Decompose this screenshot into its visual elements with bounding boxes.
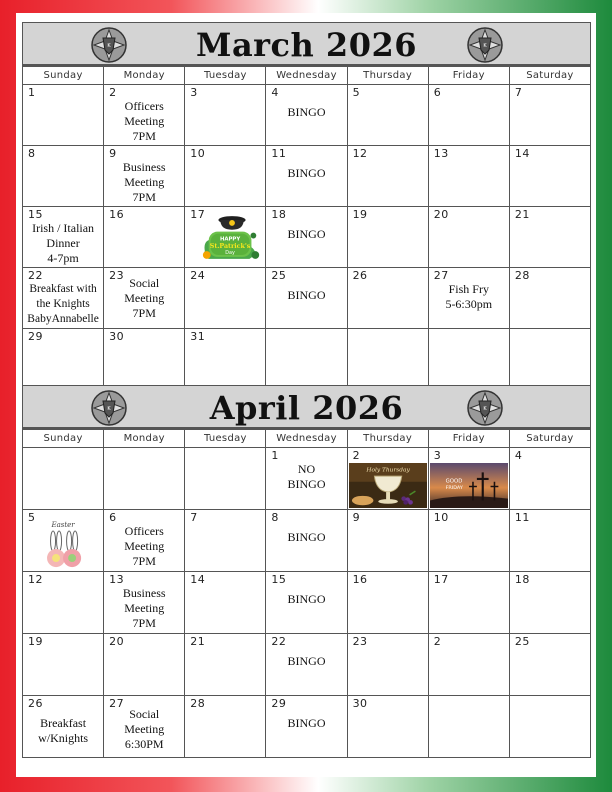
day-number: 9: [352, 511, 361, 524]
day-cell[interactable]: [266, 146, 347, 207]
svg-text:St.Patrick's: St.Patrick's: [210, 243, 251, 251]
svg-text:Holy Thursday: Holy Thursday: [365, 467, 410, 474]
day-cell: [428, 329, 509, 390]
day-cell[interactable]: [428, 268, 509, 329]
event-officers-meeting: Officers Meeting 7PM: [124, 524, 165, 568]
day-cell[interactable]: [509, 146, 590, 207]
week-row: [23, 634, 591, 696]
knights-of-columbus-emblem-icon: [465, 389, 505, 427]
day-cell[interactable]: [23, 85, 104, 146]
month-title: April 2026: [209, 389, 404, 427]
day-number: 6: [109, 511, 117, 524]
day-cell[interactable]: [185, 634, 266, 696]
day-number: 17: [190, 208, 206, 221]
week-row: [23, 207, 591, 268]
weekday-label: Sunday: [23, 67, 104, 85]
svg-text:GOOD: GOOD: [445, 478, 463, 485]
event-bingo: BINGO: [287, 716, 326, 730]
day-number: 11: [271, 147, 287, 160]
day-number: 15: [28, 208, 43, 221]
day-number: 13: [433, 147, 449, 160]
weekday-label: Wednesday: [266, 430, 347, 448]
day-cell[interactable]: [104, 634, 185, 696]
day-cell[interactable]: [428, 634, 509, 696]
day-cell[interactable]: [23, 146, 104, 207]
weekday-label: Tuesday: [185, 67, 266, 85]
day-number: 25: [514, 635, 530, 648]
weekday-label: Monday: [104, 67, 185, 85]
day-number: 27: [433, 269, 449, 282]
month-title: March 2026: [196, 26, 417, 64]
day-cell[interactable]: [104, 268, 185, 329]
march-calendar: [22, 22, 591, 390]
weekday-label: Thursday: [347, 430, 428, 448]
day-number: 8: [271, 511, 279, 524]
day-cell[interactable]: [509, 85, 590, 146]
day-cell[interactable]: [23, 572, 104, 634]
calendar-grid: [22, 66, 591, 390]
event-business-meeting: Business Meeting 7PM: [122, 160, 166, 204]
day-number: 7: [190, 511, 198, 524]
event-bingo: BINGO: [287, 227, 326, 241]
day-cell[interactable]: [104, 510, 185, 572]
day-number: 26: [28, 697, 43, 710]
day-cell: [104, 448, 185, 510]
good-friday-image: [430, 463, 508, 508]
svg-text:K: K: [483, 43, 487, 49]
day-cell[interactable]: [266, 634, 347, 696]
day-cell: [185, 448, 266, 510]
day-cell[interactable]: [266, 510, 347, 572]
event-bingo: BINGO: [287, 288, 326, 302]
day-number: 21: [514, 208, 530, 221]
week-row: [23, 85, 591, 146]
day-number: 27: [109, 697, 125, 710]
day-number: 26: [352, 269, 368, 282]
knights-of-columbus-emblem-icon: [465, 26, 505, 64]
day-cell[interactable]: [185, 146, 266, 207]
event-business-meeting: Business Meeting 7PM: [122, 586, 166, 630]
day-number: 12: [28, 573, 43, 586]
day-cell: [23, 448, 104, 510]
day-number: 16: [109, 208, 125, 221]
event-fish-fry: Fish Fry 5-6:30pm: [445, 282, 493, 311]
event-bingo: BINGO: [287, 105, 326, 119]
day-number: 4: [514, 449, 523, 462]
day-cell[interactable]: [185, 329, 266, 390]
month-banner: [22, 385, 591, 429]
week-row: [23, 510, 591, 572]
day-cell: [509, 329, 590, 390]
day-number: 1: [28, 86, 36, 99]
day-cell[interactable]: [266, 268, 347, 329]
day-number: 24: [190, 269, 206, 282]
event-social-meeting: Social Meeting 6:30PM: [124, 707, 165, 751]
day-cell: [347, 329, 428, 390]
day-number: 2: [352, 449, 361, 462]
day-cell[interactable]: [347, 572, 428, 634]
day-cell[interactable]: [23, 510, 104, 572]
day-number: 22: [271, 635, 287, 648]
day-cell[interactable]: [347, 448, 428, 510]
day-number: 14: [514, 147, 530, 160]
day-number: 18: [271, 208, 287, 221]
day-number: 28: [190, 697, 206, 710]
day-cell[interactable]: [23, 268, 104, 329]
day-number: 30: [352, 697, 368, 710]
day-number: 3: [190, 86, 198, 99]
day-number: 28: [514, 269, 530, 282]
day-number: 10: [433, 511, 449, 524]
day-cell[interactable]: [104, 329, 185, 390]
day-cell[interactable]: [185, 510, 266, 572]
day-number: 29: [271, 697, 287, 710]
april-calendar: [22, 385, 591, 758]
day-cell[interactable]: [347, 634, 428, 696]
weekday-label: Friday: [428, 67, 509, 85]
day-number: 5: [28, 511, 36, 524]
svg-text:K: K: [107, 406, 111, 412]
day-cell[interactable]: [266, 448, 347, 510]
day-number: 7: [514, 86, 523, 99]
weekday-label: Saturday: [509, 67, 590, 85]
day-cell[interactable]: [185, 207, 266, 268]
day-cell[interactable]: [23, 696, 104, 758]
svg-text:Easter: Easter: [51, 519, 75, 529]
day-cell[interactable]: [347, 696, 428, 758]
day-cell[interactable]: [104, 146, 185, 207]
day-cell[interactable]: [185, 268, 266, 329]
day-cell[interactable]: [104, 696, 185, 758]
day-number: 23: [109, 269, 125, 282]
day-cell[interactable]: [428, 510, 509, 572]
event-officers-meeting: Officers Meeting 7PM: [124, 99, 165, 143]
weekday-label: Friday: [428, 430, 509, 448]
week-row: [23, 448, 591, 510]
week-row: [23, 572, 591, 634]
day-cell[interactable]: [266, 85, 347, 146]
day-cell: [428, 696, 509, 758]
day-cell[interactable]: [509, 207, 590, 268]
day-cell[interactable]: [23, 207, 104, 268]
day-cell[interactable]: [104, 85, 185, 146]
day-number: 29: [28, 330, 43, 343]
day-cell[interactable]: [347, 207, 428, 268]
day-number: 21: [190, 635, 206, 648]
day-cell[interactable]: [104, 207, 185, 268]
day-number: 16: [352, 573, 368, 586]
day-cell[interactable]: [23, 634, 104, 696]
weekday-label: Tuesday: [185, 430, 266, 448]
day-cell[interactable]: [266, 572, 347, 634]
month-banner: [22, 22, 591, 66]
day-cell[interactable]: [23, 329, 104, 390]
event-social-meeting: Social Meeting 7PM: [124, 276, 165, 320]
svg-text:Day: Day: [225, 250, 236, 257]
easter-bunnies-image: [35, 512, 91, 570]
week-row: [23, 268, 591, 329]
day-cell[interactable]: [347, 85, 428, 146]
day-number: 22: [28, 269, 43, 282]
day-cell[interactable]: [509, 268, 590, 329]
day-number: 4: [271, 86, 279, 99]
day-cell[interactable]: [185, 696, 266, 758]
weekday-label: Wednesday: [266, 67, 347, 85]
day-cell[interactable]: [428, 448, 509, 510]
day-number: 5: [352, 86, 361, 99]
weekday-label: Thursday: [347, 67, 428, 85]
day-number: 9: [109, 147, 117, 160]
day-number: 20: [109, 635, 125, 648]
day-number: 23: [352, 635, 368, 648]
day-number: 19: [28, 635, 43, 648]
day-cell: [266, 329, 347, 390]
day-number: 1: [271, 449, 279, 462]
event-breakfast-with-knights: Breakfast w/Knights: [38, 716, 89, 745]
weekday-label: Sunday: [23, 430, 104, 448]
weekday-header-row: [23, 430, 591, 448]
event-bingo: BINGO: [287, 592, 326, 606]
svg-text:HAPPY: HAPPY: [220, 236, 241, 243]
day-cell[interactable]: [104, 572, 185, 634]
event-irish-italian-dinner: Irish / Italian Dinner 4-7pm: [32, 221, 95, 265]
st-patricks-day-image: [199, 209, 261, 266]
day-number: 3: [433, 449, 442, 462]
day-number: 8: [28, 147, 36, 160]
day-cell[interactable]: [347, 146, 428, 207]
day-number: 25: [271, 269, 287, 282]
day-number: 13: [109, 573, 125, 586]
day-number: 10: [190, 147, 206, 160]
day-number: 17: [433, 573, 449, 586]
day-cell[interactable]: [509, 572, 590, 634]
day-cell[interactable]: [509, 634, 590, 696]
day-number: 18: [514, 573, 530, 586]
day-number: 6: [433, 86, 442, 99]
day-number: 12: [352, 147, 368, 160]
day-number: 31: [190, 330, 206, 343]
event-bingo: BINGO: [287, 530, 326, 544]
weekday-label: Monday: [104, 430, 185, 448]
svg-text:K: K: [483, 406, 487, 412]
day-cell[interactable]: [347, 268, 428, 329]
svg-text:FRIDAY: FRIDAY: [445, 486, 463, 492]
day-cell[interactable]: [347, 510, 428, 572]
event-bingo: BINGO: [287, 654, 326, 668]
holy-thursday-image: [349, 463, 427, 508]
weekday-header-row: [23, 67, 591, 85]
day-number: 2: [433, 635, 442, 648]
calendar-page: [16, 13, 596, 777]
calendar-grid: [22, 429, 591, 758]
event-no-bingo: NO BINGO: [287, 462, 326, 491]
day-cell[interactable]: [428, 85, 509, 146]
day-cell[interactable]: [266, 207, 347, 268]
day-cell: [509, 696, 590, 758]
day-number: 2: [109, 86, 117, 99]
svg-text:K: K: [107, 43, 111, 49]
day-cell[interactable]: [185, 572, 266, 634]
week-row: [23, 696, 591, 758]
day-number: 11: [514, 511, 530, 524]
event-breakfast-with-knights: Breakfast with the Knights BabyAnnabelle: [27, 283, 99, 325]
day-cell[interactable]: [266, 696, 347, 758]
day-number: 15: [271, 573, 287, 586]
day-cell[interactable]: [509, 510, 590, 572]
day-number: 30: [109, 330, 125, 343]
day-cell[interactable]: [428, 207, 509, 268]
day-cell[interactable]: [509, 448, 590, 510]
week-row: [23, 329, 591, 390]
event-bingo: BINGO: [287, 166, 326, 180]
day-number: 19: [352, 208, 368, 221]
day-cell[interactable]: [428, 146, 509, 207]
week-row: [23, 146, 591, 207]
day-cell[interactable]: [185, 85, 266, 146]
day-number: 20: [433, 208, 449, 221]
day-number: 14: [190, 573, 206, 586]
day-cell[interactable]: [428, 572, 509, 634]
weekday-label: Saturday: [509, 430, 590, 448]
